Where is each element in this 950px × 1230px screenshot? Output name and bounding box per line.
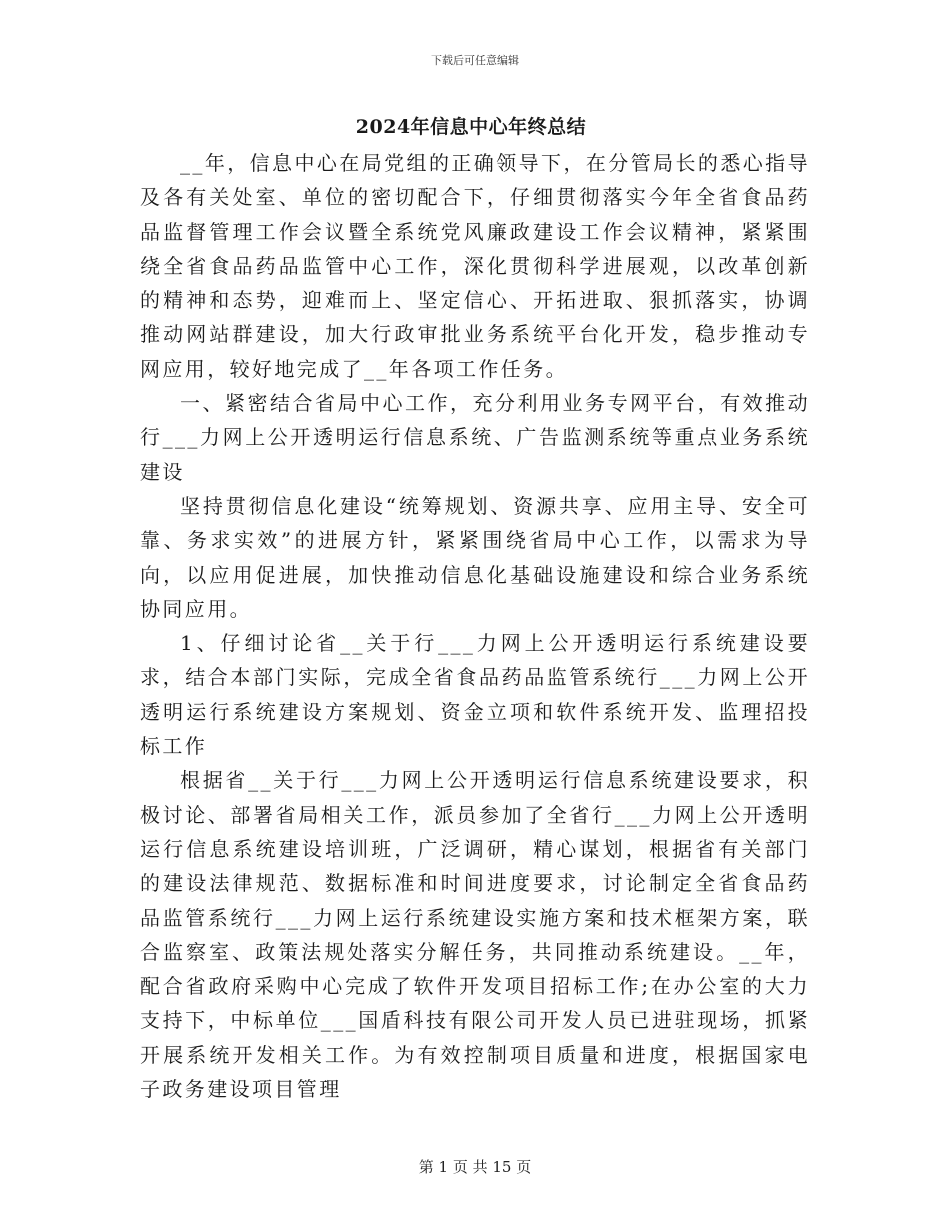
paragraph-principles: 坚持贯彻信息化建设“统筹规划、资源共享、应用主导、安全可靠、务求实效”的进展方针，紧紧围绕省局中心工作，以需求为导向，以应用促进展，加快推动信息化基础设施建设和综合业务系统协同应用。 [140, 493, 810, 621]
paragraph-item-1-detail: 根据省__关于行___力网上公开透明运行信息系统建设要求，积极讨论、部署省局相关工作，派员参加了全省行___力网上公开透明运行信息系统建设培训班，广泛调研，精心谋划，根据省有关部门的建设法律规范、数据标准和时间进度要求，讨论制定全省食品药品监管系统行___力网上运行系统建设实施方案和技术框架方案，联合监察室、政策法规处落实分解任务，共同推动系统建设。__年，配合省政府采购中心完成了软件开发项目招标工作;在办公室的大力支持下，中标单位___国盾科技有限公司开发人员已进驻现场，抓紧开展系统开发相关工作。为有效控制项目质量和进度，根据国家电子政务建设项目管理 [140, 768, 810, 1102]
paragraph-item-1: 1、仔细讨论省__关于行___力网上公开透明运行系统建设要求，结合本部门实际，完成全省食品药品监管系统行___力网上公开透明运行系统建设方案规划、资金立项和软件系统开发、监理招投标工作 [140, 631, 810, 759]
page-number: 第 1 页 共 15 页 [418, 1158, 532, 1176]
document-title: 2024年信息中心年终总结 [355, 116, 587, 138]
paragraph-intro: __年，信息中心在局党组的正确领导下，在分管局长的悉心指导及各有关处室、单位的密切配合下，仔细贯彻落实今年全省食品药品监督管理工作会议暨全系统党风廉政建设工作会议精神，紧紧围绕全省食品药品监管中心工作，深化贯彻科学进展观，以改革创新的精神和态势，迎难而上、坚定信心、开拓进取、狠抓落实，协调推动网站群建设，加大行政审批业务系统平台化开发，稳步推动专网应用，较好地完成了__年各项工作任务。 [140, 151, 810, 381]
header-note: 下载后可任意编辑 [431, 54, 519, 67]
document-body [140, 146, 810, 1106]
paragraph-section-heading-1: 一、紧密结合省局中心工作，充分利用业务专网平台，有效推动行___力网上公开透明运行信息系统、广告监测系统等重点业务系统建设 [140, 391, 810, 484]
